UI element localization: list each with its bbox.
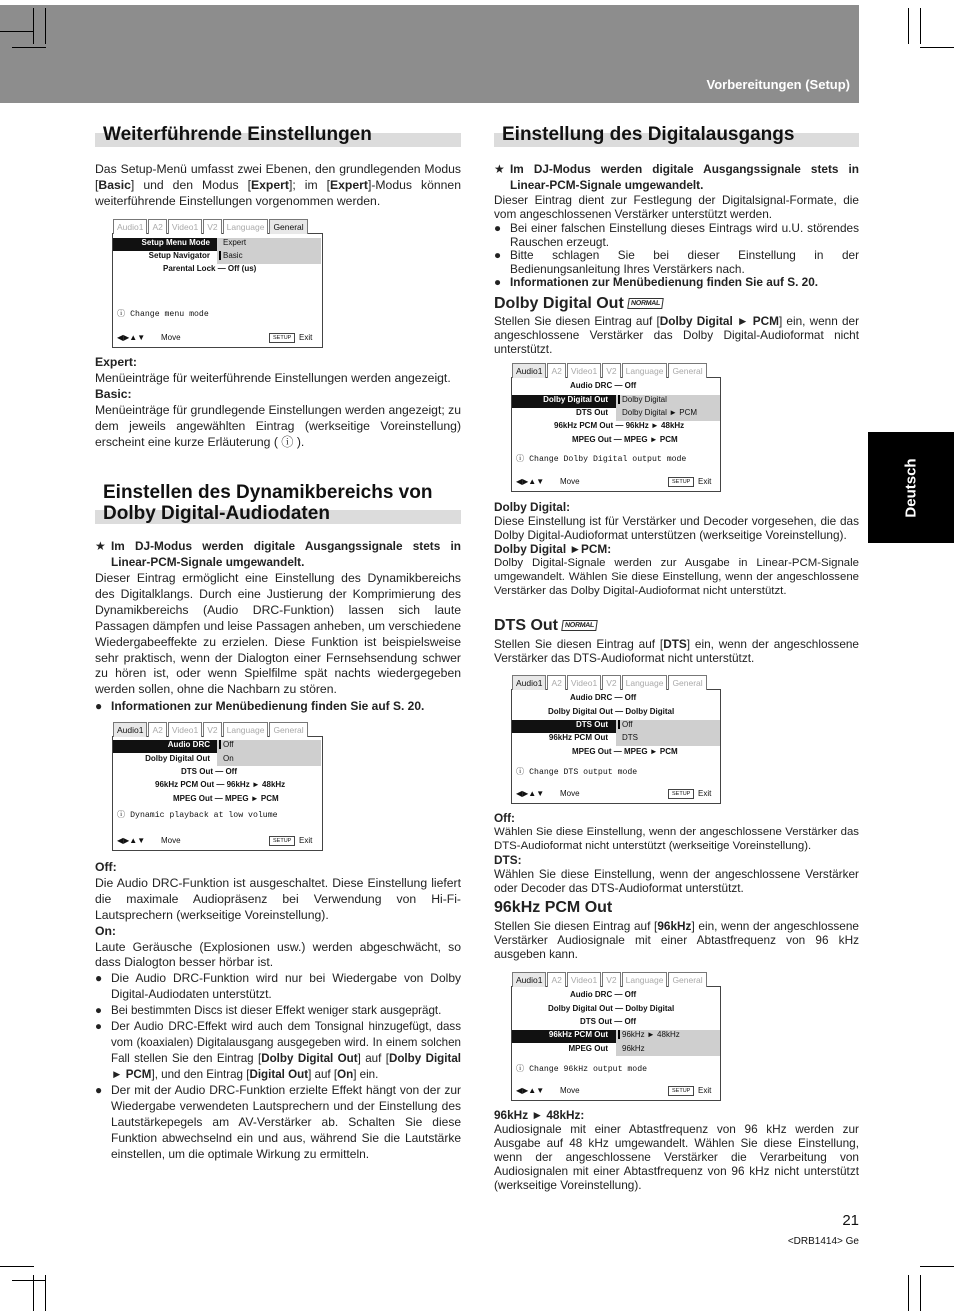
info-line: ⓘ Change Dolby Digital output mode	[516, 455, 687, 464]
osd-audio-drc-menu	[112, 725, 323, 851]
info-icon: ⓘ	[516, 768, 525, 777]
menu-option: Off	[618, 720, 633, 729]
dd-text: Stellen Sie diesen Eintrag auf [Dolby Digital ► PCM] ein, wenn der angeschlossene Verstärker das Dolby Digital-Audioformat nicht unterstützt.	[494, 314, 860, 356]
document-code: <DRB1414> Ge	[787, 1236, 859, 1247]
osd-setup-menu	[112, 222, 323, 348]
tab-general: General	[668, 972, 706, 987]
menu-row: Audio DRC — Off	[570, 990, 637, 999]
tab-general: General	[668, 675, 706, 690]
osd-96khz-menu	[511, 975, 721, 1101]
tab-language: Language	[622, 675, 668, 690]
info-icon: ⓘ	[117, 310, 126, 319]
crop-mark	[908, 1275, 909, 1311]
arrow-keys-icon: ◀▶▲▼	[117, 333, 146, 342]
osd-footer: ◀▶▲▼ Move SETUP Exit	[516, 1086, 712, 1095]
menu-row: MPEG Out — MPEG ► PCM	[572, 747, 678, 756]
crop-mark	[45, 8, 46, 44]
menu-row: MPEG Out — MPEG ► PCM	[173, 794, 279, 803]
menu-row: Dolby Digital Out — Dolby Digital	[548, 1004, 675, 1013]
tab-language: Language	[622, 363, 668, 378]
section-title: Einstellen des Dynamikbereichs von Dolby Digital-Audiodaten	[103, 482, 433, 524]
section-title: Weiterführende Einstellungen	[103, 124, 372, 145]
crop-mark	[920, 47, 954, 48]
info-icon: ⓘ	[516, 455, 525, 464]
page-number: 21	[842, 1212, 859, 1229]
osd-footer: ◀▶▲▼ Move SETUP Exit	[516, 477, 712, 486]
tab-video1: Video1	[567, 363, 601, 378]
tab-general: General	[668, 363, 706, 378]
info-line: ⓘ Change menu mode	[117, 310, 209, 319]
subsection-title: DTS Out NORMAL	[494, 617, 597, 635]
normal-badge-icon: NORMAL	[627, 298, 663, 309]
tab-audio1: Audio1	[113, 722, 147, 737]
menu-row: MPEG Out	[568, 1044, 608, 1053]
tab-v2: V2	[203, 219, 221, 234]
crop-mark	[920, 8, 921, 44]
menu-row: Dolby Digital Out — Dolby Digital	[548, 707, 675, 716]
subsection-title: 96kHz PCM Out	[494, 899, 613, 916]
tab-general: General	[269, 722, 307, 737]
crop-mark	[33, 1275, 34, 1311]
tab-general: General	[269, 219, 307, 234]
tab-a2: A2	[547, 675, 565, 690]
crop-mark	[12, 1280, 46, 1281]
osd-tabs	[113, 722, 309, 737]
menu-row: Dolby Digital Out	[543, 395, 608, 404]
tab-v2: V2	[602, 972, 620, 987]
osd-tabs	[512, 363, 708, 378]
tab-video1: Video1	[567, 972, 601, 987]
tab-a2: A2	[547, 972, 565, 987]
drc-options-text: Off: Die Audio DRC-Funktion ist ausgeschaltet. Diese Einstellung liefert die maximale Audiopräsenz bei Verwendung von Hi-Fi-Lautsprechern (werkseitige Voreinstellung). On: Laute Geräusche (Explosionen usw.) werden abgeschwächt, so dass Dialogton besser hörbar ist.	[95, 860, 461, 970]
dts-options-text: Off: Wählen Sie diese Einstellung, wenn der angeschlossene Verstärker das DTS-Audioformat nicht unterstützt (werkseitige Voreinstellung). DTS: Wählen Sie diese Einstellung, wenn der angeschlossene Verstärker oder Decoder das DTS-Audioformat unterstützt.	[494, 811, 859, 895]
menu-option: 96kHz ► 48kHz	[618, 1030, 680, 1039]
tab-v2: V2	[602, 363, 620, 378]
osd-tabs	[512, 972, 708, 987]
info-line: ⓘ Dynamic playback at low volume	[117, 811, 278, 820]
arrow-keys-icon: ◀▶▲▼	[516, 1086, 545, 1095]
arrow-keys-icon: ◀▶▲▼	[516, 477, 545, 486]
crop-mark	[45, 1275, 46, 1311]
star-icon: ★	[494, 162, 505, 176]
osd-dts-menu	[511, 678, 721, 804]
menu-option: Off	[219, 740, 234, 749]
tab-audio1: Audio1	[512, 675, 546, 690]
menu-row: DTS Out	[576, 408, 608, 417]
drc-intro: Dieser Eintrag ermöglicht eine Einstellung des Dynamikbereichs des Digitalklangs. Durch eine Justierung der Komprimierung des Dynamikbereichs (Audio DRC-Funktion) lassen sich laute Passagen dämpfen und leise Passagen anheben, um verschiedene Wiedergabeeffekte zu erzielen. Diese Funktion ist beispielsweise sehr praktisch, wenn der Dialogton einer Fernsehsendung schwer zu hören ist, oder wenn Spielfilme spät nachts wiedergegeben werden sollen, ohne die Nachbarn zu stören.	[95, 571, 461, 697]
crop-mark	[0, 1266, 34, 1267]
tab-language: Language	[223, 219, 269, 234]
tab-video1: Video1	[168, 219, 202, 234]
tab-video1: Video1	[567, 675, 601, 690]
menu-option: 96kHz	[622, 1044, 645, 1053]
menu-row: 96kHz PCM Out — 96kHz ► 48kHz	[155, 780, 286, 789]
tab-language: Language	[622, 972, 668, 987]
osd-footer: ◀▶▲▼ Move SETUP Exit	[117, 333, 313, 342]
menu-row: Audio DRC — Off	[570, 693, 637, 702]
menu-row: DTS Out — Off	[580, 1017, 636, 1026]
tab-v2: V2	[203, 722, 221, 737]
intro-paragraph: Das Setup-Menü umfasst zwei Ebenen, den grundlegenden Modus [Basic] und den Modus [Expert]; im [Expert]-Modus können weiterführende Einstellungen vorgenommen werden.	[95, 162, 461, 208]
tab-language: Language	[223, 722, 269, 737]
menu-row: Setup Navigator	[148, 251, 210, 260]
menu-row: 96kHz PCM Out	[548, 733, 608, 742]
menu-option: Dolby Digital	[618, 395, 667, 404]
info-line: ⓘ Change DTS output mode	[516, 768, 638, 777]
tab-video1: Video1	[168, 722, 202, 737]
menu-row: Parental Lock — Off (us)	[163, 264, 257, 273]
menu-row: Dolby Digital Out	[145, 754, 210, 763]
menu-row: DTS Out	[576, 720, 608, 729]
osd-dolby-digital-menu	[511, 366, 721, 492]
crop-mark	[12, 47, 46, 48]
menu-option: Dolby Digital ► PCM	[622, 408, 698, 417]
crop-mark	[0, 31, 34, 32]
khz-options-text: 96kHz ► 48kHz: Audiosignale mit einer Abtastfrequenz von 96 kHz werden zur Ausgabe auf 48 kHz umgewandelt. Wählen Sie diese Einstellung, wenn der angeschlossene Verstärker die Verarbeitung von Audiosignalen mit einer Abtastfrequenz von 96 kHz nicht unterstützt (werkseitige Voreinstellung).	[494, 1108, 859, 1192]
tab-v2: V2	[602, 675, 620, 690]
expert-description: Expert: Menüeinträge für weiterführende Einstellungen werden angezeigt. Basic: Menüeinträge für grundlegende Einstellungen werden angezeigt; zu dem jeweils angewählten Eintrag (werkseitige Voreinstellung) erscheint eine kurze Erläuterung ( ⓘ ).	[95, 355, 461, 449]
menu-row: Audio DRC — Off	[570, 381, 637, 390]
dd-options-text: Dolby Digital: Diese Einstellung ist für Verstärker und Decoder vorgesehen, die das Dolby Digital-Audioformat unterstützen (werkseitige Voreinstellung). Dolby Digital ►PCM: Dolby Digital-Signale werden zur Ausgabe in Linear-PCM-Signale umgewandelt. Wählen Sie diese Einstellung, wenn der angeschlossene Verstärker das Dolby Digital-Audioformat nicht unterstützt.	[494, 500, 859, 597]
crop-mark	[908, 8, 909, 44]
arrow-keys-icon: ◀▶▲▼	[117, 836, 146, 845]
menu-row: MPEG Out — MPEG ► PCM	[572, 435, 678, 444]
digital-intro: Dieser Eintrag dient zur Festlegung der Digitalsignal-Formate, die vom angeschlossenen Verstärker unterstützt werden.	[494, 193, 859, 221]
tab-a2: A2	[547, 363, 565, 378]
osd-footer: ◀▶▲▼ Move SETUP Exit	[117, 836, 313, 845]
tab-audio1: Audio1	[512, 972, 546, 987]
khz-text: Stellen Sie diesen Eintrag auf [96kHz] ein, wenn der angeschlossene Verstärker Audiosignale mit einer Abtastfrequenz von 96 kHz ausgeben kann.	[494, 919, 859, 961]
section-title: Einstellung des Digitalausgangs	[502, 124, 795, 145]
menu-option: Basic	[219, 251, 243, 260]
menu-row: 96kHz PCM Out	[548, 1030, 608, 1039]
info-line: ⓘ Change 96kHz output mode	[516, 1065, 648, 1074]
crop-mark	[920, 1266, 954, 1267]
arrow-keys-icon: ◀▶▲▼	[516, 789, 545, 798]
subsection-title: Dolby Digital Out NORMAL	[494, 295, 663, 313]
normal-badge-icon: NORMAL	[561, 620, 597, 631]
dts-text: Stellen Sie diesen Eintrag auf [DTS] ein, wenn der angeschlossene Verstärker das DTS-Audioformat nicht unterstützt.	[494, 637, 859, 665]
menu-option: On	[223, 754, 234, 763]
osd-tabs	[512, 675, 708, 690]
menu-row: 96kHz PCM Out — 96kHz ► 48kHz	[554, 421, 685, 430]
tab-a2: A2	[148, 722, 166, 737]
tab-a2: A2	[148, 219, 166, 234]
menu-option: Expert	[223, 238, 247, 247]
menu-row: DTS Out — Off	[181, 767, 237, 776]
star-icon: ★	[95, 539, 106, 553]
menu-row: Audio DRC	[167, 740, 210, 749]
info-icon: ⓘ	[516, 1065, 525, 1074]
crop-mark	[920, 1275, 921, 1311]
tab-audio1: Audio1	[113, 219, 147, 234]
tab-audio1: Audio1	[512, 363, 546, 378]
osd-footer: ◀▶▲▼ Move SETUP Exit	[516, 789, 712, 798]
osd-tabs	[113, 219, 309, 234]
crop-mark	[33, 8, 34, 44]
section-heading: Vorbereitungen (Setup)	[706, 77, 850, 92]
info-icon: ⓘ	[117, 811, 126, 820]
menu-row: Setup Menu Mode	[141, 238, 210, 247]
language-side-tab: Deutsch	[868, 432, 954, 543]
menu-option: DTS	[622, 733, 638, 742]
